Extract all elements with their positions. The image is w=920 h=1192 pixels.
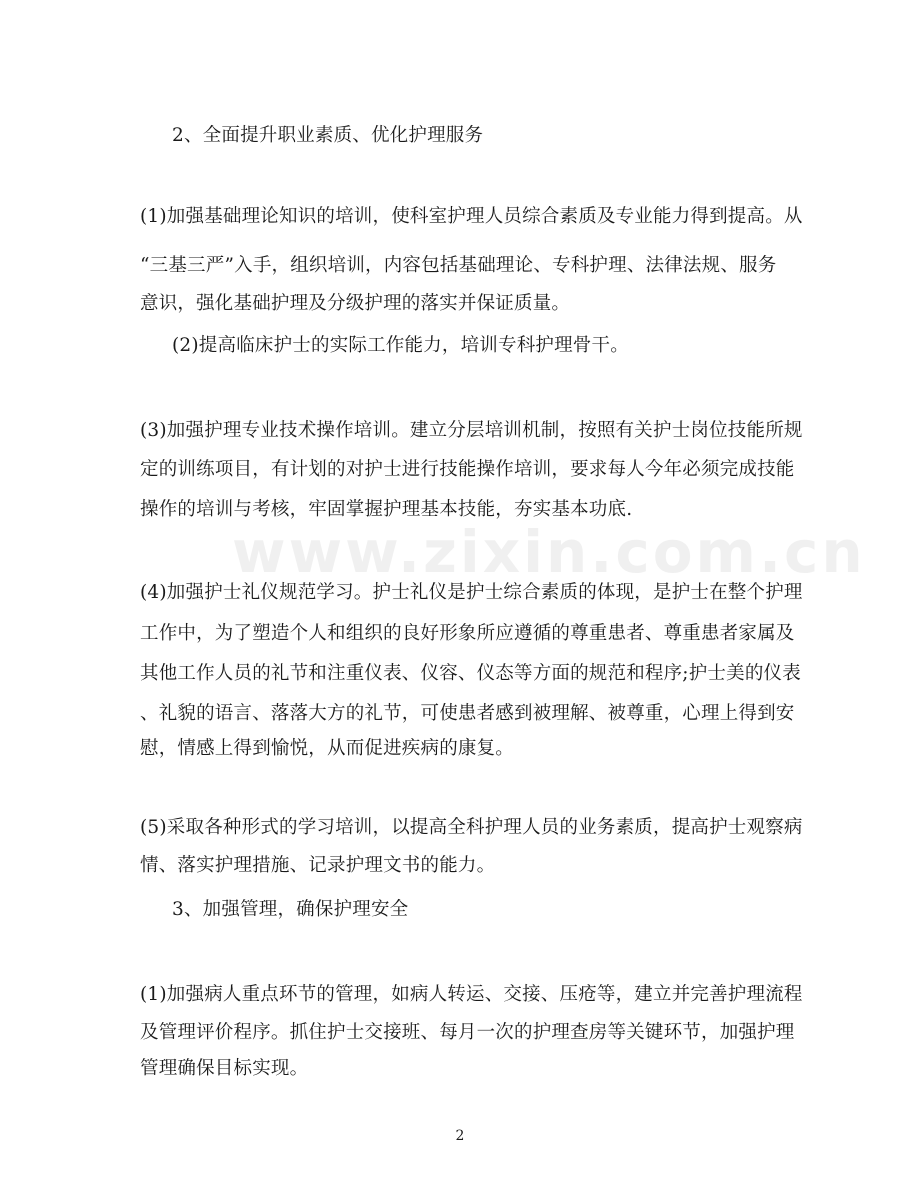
paragraph-line: 定的训练项目，有计划的对护士进行技能操作培训，要求每人今年必须完成技能 [140,459,795,480]
section-heading-2: 2、全面提升职业素质、优化护理服务 [172,125,484,146]
section-heading-3: 3、加强管理，确保护理安全 [172,899,409,920]
paragraph-line: 意识，强化基础护理及分级护理的落实并保证质量。 [140,293,571,314]
paragraph-line: 及管理评价程序。抓住护士交接班、每月一次的护理查房等关键环节，加强护理 [140,1022,795,1043]
paragraph-line: (1)加强基础理论知识的培训，使科室护理人员综合素质及专业能力得到提高。从 [140,206,803,227]
paragraph-line: 操作的培训与考核，牢固掌握护理基本技能，夯实基本功底. [140,499,633,520]
paragraph-line: (2)提高临床护士的实际工作能力，培训专科护理骨干。 [172,335,629,356]
paragraph-line: 情、落实护理措施、记录护理文书的能力。 [140,855,496,876]
paragraph-line: (5)采取各种形式的学习培训，以提高全科护理人员的业务素质，提高护士观察病 [140,817,803,838]
paragraph-line: 、礼貌的语言、落落大方的礼节，可使患者感到被理解、被尊重，心理上得到安 [140,703,795,724]
paragraph-line: (4)加强护士礼仪规范学习。护士礼仪是护士综合素质的体现，是护士在整个护理 [140,582,803,603]
paragraph-line: 工作中，为了塑造个人和组织的良好形象所应遵循的尊重患者、尊重患者家属及 [140,623,795,644]
paragraph-line: (3)加强护理专业技术操作培训。建立分层培训机制，按照有关护士岗位技能所规 [140,420,803,441]
watermark: www.zixin.com.cn [232,518,866,586]
paragraph-line: “三基三严”入手，组织培训，内容包括基础理论、专科护理、法律法规、服务 [140,255,777,276]
paragraph-line: 其他工作人员的礼节和注重仪表、仪容、仪态等方面的规范和程序;护士美的仪表 [140,663,801,684]
paragraph-line: 慰，情感上得到愉悦，从而促进疾病的康复。 [140,738,515,759]
page-number: 2 [455,1128,465,1144]
paragraph-line: (1)加强病人重点环节的管理，如病人转运、交接、压疮等，建立并完善护理流程 [140,984,803,1005]
paragraph-line: 管理确保目标实现。 [140,1058,309,1079]
